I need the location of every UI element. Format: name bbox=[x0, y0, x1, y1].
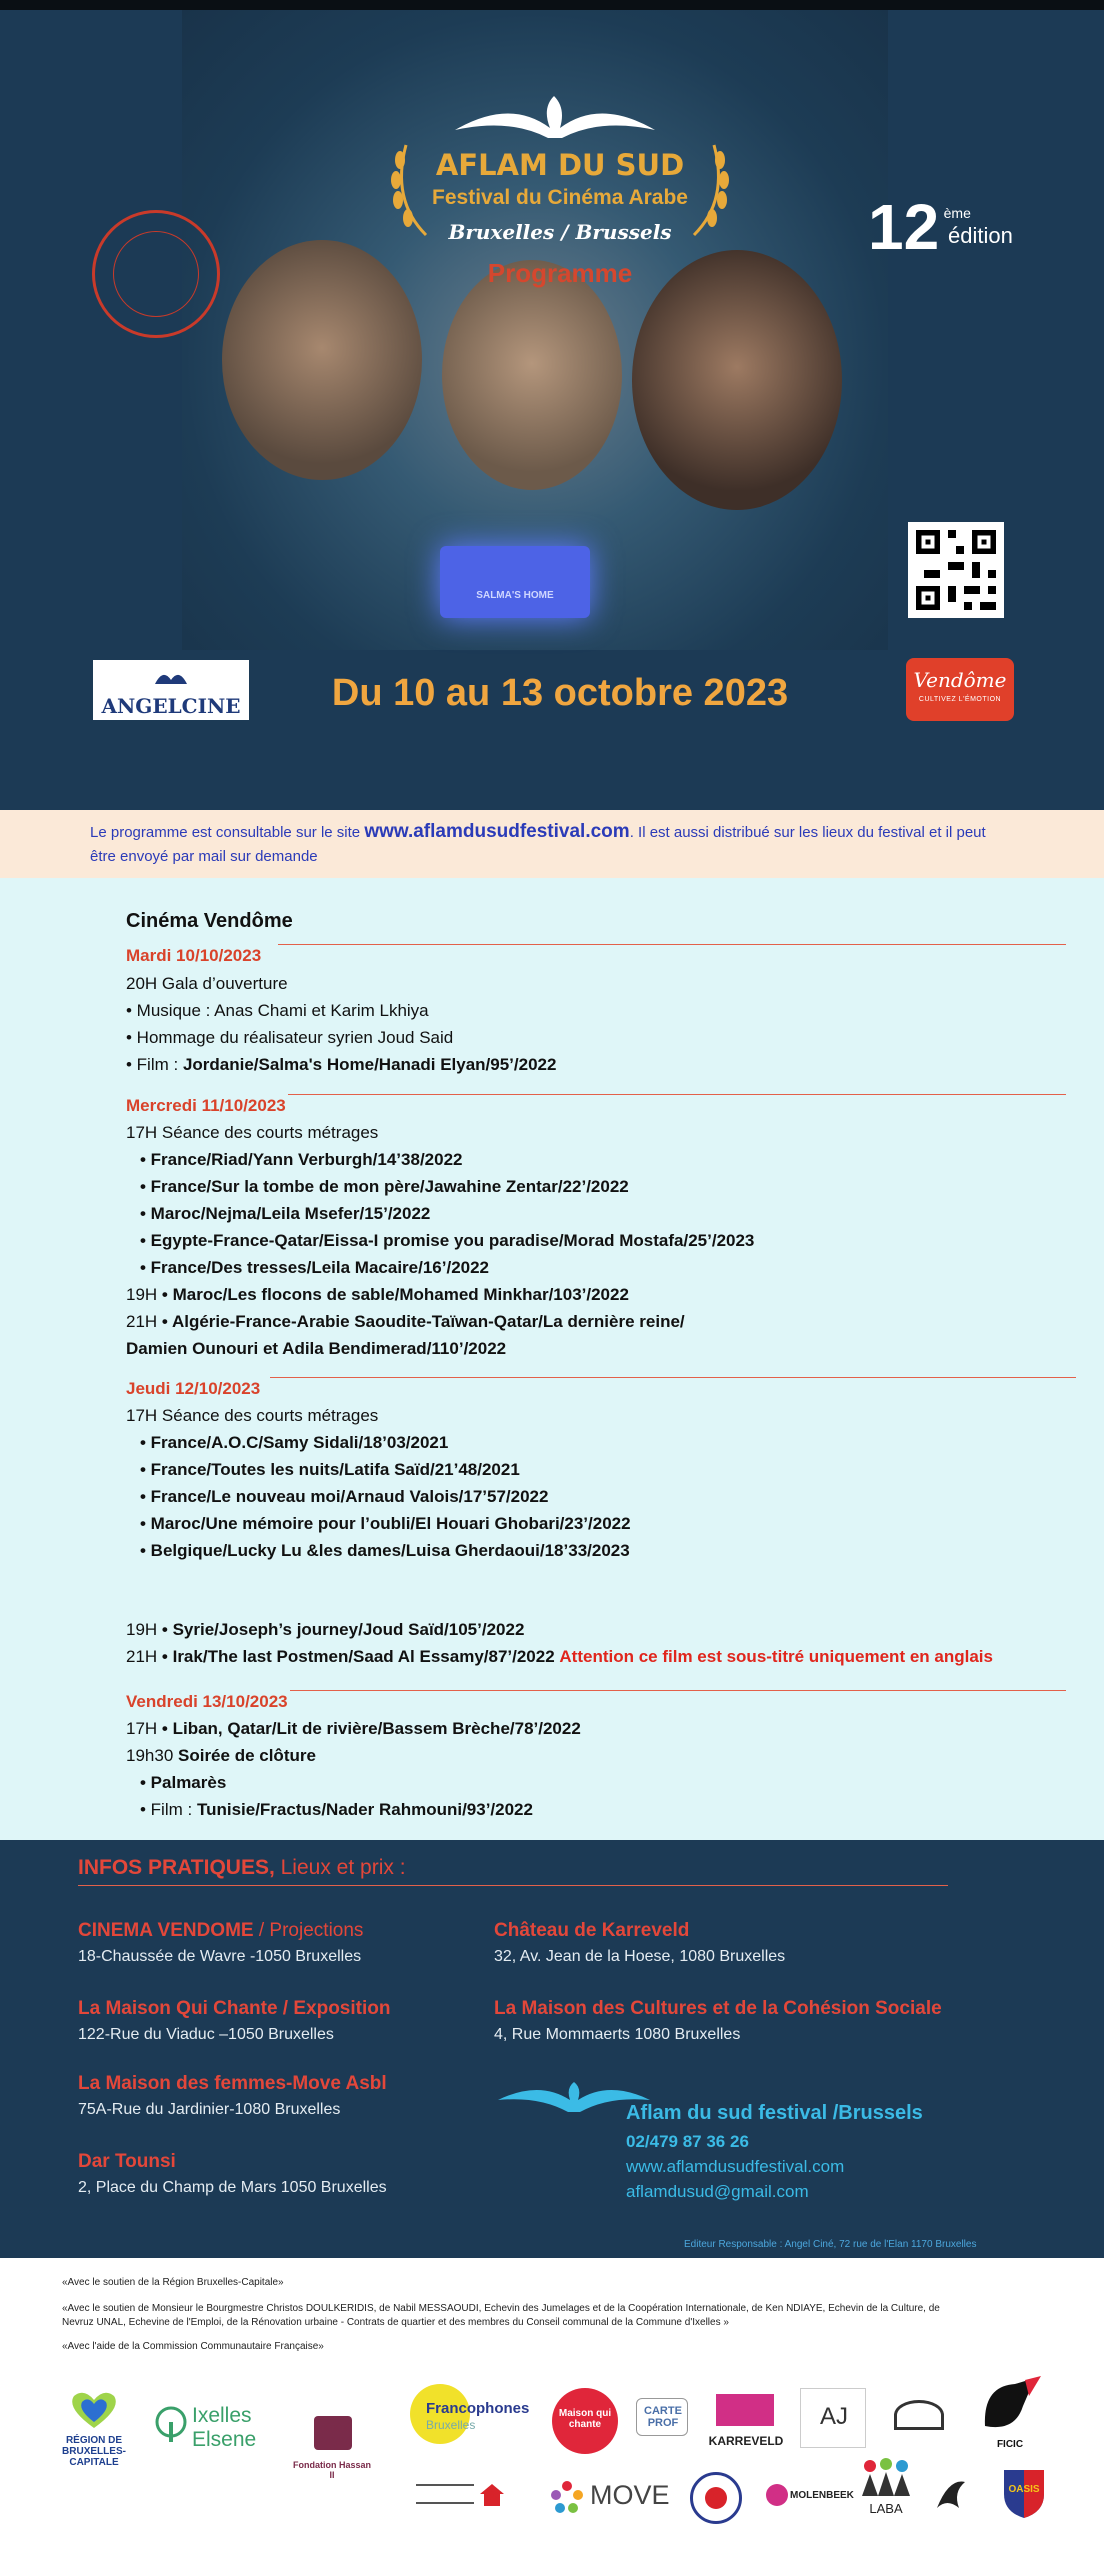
day-rule bbox=[270, 1377, 1076, 1378]
oasis-logo: OASIS bbox=[998, 2464, 1050, 2524]
website-link[interactable]: www.aflamdusudfestival.com bbox=[364, 821, 630, 842]
edition-sup: ème bbox=[943, 205, 971, 221]
schedule-line: 19H • Maroc/Les flocons de sable/Mohamed Minkhar/103’/2022 bbox=[126, 1285, 629, 1304]
fondation-hassan-logo: Fondation Hassan II bbox=[290, 2386, 374, 2486]
maison-qui-chante-logo: Maison qui chante bbox=[552, 2388, 618, 2454]
ixelles-logo: Ixelles Elsene bbox=[152, 2398, 272, 2458]
qr-code[interactable] bbox=[908, 522, 1004, 618]
edition-number: 12 bbox=[868, 191, 940, 263]
schedule-line: • Hommage du réalisateur syrien Joud Said bbox=[126, 1028, 454, 1047]
region-bruxelles-logo: RÉGION DE BRUXELLES-CAPITALE bbox=[46, 2388, 142, 2478]
francophones-logo: Francophones Bruxelles bbox=[404, 2378, 534, 2448]
venue-title: Cinéma Vendôme bbox=[126, 910, 293, 932]
film-title-label: SALMA'S HOME bbox=[476, 590, 554, 601]
programme-section bbox=[0, 878, 1104, 1840]
film-line: • France/Toutes les nuits/Latifa Saïd/21’48/2021 bbox=[140, 1460, 520, 1479]
day-rule bbox=[290, 1690, 1066, 1691]
calligraphy-icon bbox=[929, 2468, 973, 2518]
sponsors-section bbox=[0, 2258, 1104, 2560]
arabic-calligraphy-logo bbox=[926, 2468, 976, 2522]
arabic-seal-logo bbox=[92, 210, 220, 338]
tree-icon bbox=[154, 2406, 188, 2446]
editeur-responsable: Editeur Responsable : Angel Ciné, 72 rue de l'Elan 1170 Bruxelles bbox=[684, 2239, 977, 2250]
film-line: • France/A.O.C/Samy Sidali/18’03/2021 bbox=[140, 1433, 449, 1452]
arabic-assoc-logo bbox=[888, 2392, 952, 2442]
contact-website[interactable]: www.aflamdusudfestival.com bbox=[626, 2157, 845, 2176]
film-line: • France/Le nouveau moi/Arnaud Valois/17’57/2022 bbox=[140, 1487, 549, 1506]
film-line: • France/Riad/Yann Verburgh/14’38/2022 bbox=[140, 1150, 463, 1169]
laba-figures-icon bbox=[856, 2456, 916, 2498]
karreveld-logo: KARREVELD bbox=[706, 2380, 786, 2460]
festival-title: AFLAM DU SUD bbox=[435, 148, 685, 182]
aj-logo: AJ bbox=[800, 2388, 866, 2448]
schedule-line: 21H • Irak/The last Postmen/Saad Al Essamy/87’/2022 Attention ce film est sous-titré uniquement en anglais bbox=[126, 1647, 993, 1666]
film-line: • France/Des tresses/Leila Macaire/16’/2022 bbox=[140, 1258, 490, 1277]
venue-address: 4, Rue Mommaerts 1080 Bruxelles bbox=[494, 2026, 741, 2043]
festival-subtitle: Festival du Cinéma Arabe bbox=[432, 186, 688, 209]
circle-emblem-logo bbox=[690, 2472, 742, 2524]
infos-pratiques bbox=[0, 1840, 1104, 2258]
angelcine-logo: ANGELCINE bbox=[93, 660, 249, 720]
festival-city: Bruxelles / Brussels bbox=[448, 220, 672, 244]
vendome-logo: Vendôme CULTIVEZ L'ÉMOTION bbox=[906, 658, 1014, 721]
infos-heading: INFOS PRATIQUES, Lieux et prix : bbox=[78, 1856, 406, 1879]
banner-text: Le programme est consultable sur le site www.aflamdusudfestival.com. Il est aussi distribué sur les lieux du festival et il peut être envoyé par mail sur demande bbox=[90, 821, 986, 865]
film-line: • France/Sur la tombe de mon père/Jawahine Zentar/22’/2022 bbox=[140, 1177, 629, 1196]
sponsor-note: «Avec l'aide de la Commission Communautaire Française» bbox=[62, 2341, 324, 2352]
move-logo: MOVE bbox=[548, 2472, 670, 2522]
venue-name: CINEMA VENDOME / Projections bbox=[78, 1920, 364, 1941]
day-date: Mardi 10/10/2023 bbox=[126, 946, 262, 965]
contact-phone[interactable]: 02/479 87 36 26 bbox=[626, 2132, 749, 2151]
contact-title: Aflam du sud festival /Brussels bbox=[626, 2102, 923, 2124]
venue-address: 32, Av. Jean de la Hoese, 1080 Bruxelles bbox=[494, 1948, 786, 1965]
venue-address: 18-Chaussée de Wavre -1050 Bruxelles bbox=[78, 1948, 362, 1965]
festival-poster bbox=[0, 0, 1104, 810]
schedule-line: 17H Séance des courts métrages bbox=[126, 1123, 379, 1142]
laba-logo: LABA bbox=[852, 2456, 920, 2524]
film-line: • Belgique/Lucky Lu &les dames/Luisa Gherdaoui/18’33/2023 bbox=[140, 1541, 630, 1560]
subtitle-warning: Attention ce film est sous-titré uniquement en anglais bbox=[559, 1647, 993, 1666]
schedule-line: 21H • Algérie-France-Arabie Saoudite-Taïwan-Qatar/La dernière reine/ bbox=[126, 1312, 685, 1331]
ficic-mask-icon bbox=[975, 2376, 1045, 2436]
schedule-line: 17H Séance des courts métrages bbox=[126, 1406, 379, 1425]
schedule-line: • Musique : Anas Chami et Karim Lkhiya bbox=[126, 1001, 429, 1020]
day-date: Jeudi 12/10/2023 bbox=[126, 1379, 261, 1398]
venue-name: La Maison Qui Chante / Exposition bbox=[78, 1998, 391, 2019]
ficic-logo: FICIC bbox=[970, 2376, 1050, 2460]
film-line: • Maroc/Nejma/Leila Msefer/15’/2022 bbox=[140, 1204, 431, 1223]
venue-address: 75A-Rue du Jardinier-1080 Bruxelles bbox=[78, 2101, 341, 2118]
venue-name: La Maison des femmes-Move Asbl bbox=[78, 2073, 387, 2094]
move-star-icon bbox=[550, 2480, 584, 2514]
schedule-line: 17H • Liban, Qatar/Lit de rivière/Bassem Brèche/78’/2022 bbox=[126, 1719, 581, 1738]
film-line: • Egypte-France-Qatar/Eissa-I promise you paradise/Morad Mostafa/25’/2023 bbox=[140, 1231, 755, 1250]
schedule-line: • Film : Jordanie/Salma's Home/Hanadi Elyan/95’/2022 bbox=[126, 1055, 557, 1074]
schedule-line: 19H • Syrie/Joseph’s journey/Joud Saïd/105’/2022 bbox=[126, 1620, 525, 1639]
sponsor-note: «Avec le soutien de Monsieur le Bourgmestre Christos DOULKERIDIS, de Nabil MESSAOUDI, Echevin des Jumelages et de la Coopération Internationale, de Ken NDIAYE, Echevin de la Culture, de Nevruz UNAL, Echevine de l'Emploi, de la Rénovation urbaine - Contrats de quartier et des membres du Conseil communal de la Commune d'Ixelles » bbox=[62, 2303, 940, 2328]
schedule-line: • Palmarès bbox=[140, 1773, 227, 1792]
angelcine-wings-icon bbox=[153, 666, 189, 692]
venue-name: Château de Karreveld bbox=[494, 1920, 690, 1941]
carte-prof-logo: CARTE PROF bbox=[636, 2398, 688, 2436]
programme-label: Programme bbox=[487, 258, 633, 288]
woman-center-figure bbox=[442, 260, 622, 490]
schedule-line: Damien Ounouri et Adila Bendimerad/110’/2022 bbox=[126, 1339, 507, 1358]
maison-cultures-logo bbox=[416, 2466, 506, 2526]
contact-email[interactable]: aflamdusud@gmail.com bbox=[626, 2182, 809, 2201]
edition-word: édition bbox=[948, 223, 1013, 248]
woman-right-figure bbox=[632, 250, 842, 510]
infos-rule bbox=[78, 1885, 948, 1886]
venue-address: 122-Rue du Viaduc –1050 Bruxelles bbox=[78, 2026, 334, 2043]
festival-dates: Du 10 au 13 octobre 2023 bbox=[331, 672, 789, 714]
day-rule bbox=[288, 1094, 1066, 1095]
molenbeek-logo: MOLENBEEK bbox=[766, 2480, 846, 2520]
phone-glow bbox=[440, 546, 590, 618]
house-icon bbox=[478, 2482, 506, 2508]
info-banner bbox=[0, 810, 1104, 878]
schedule-line: • Film : Tunisie/Fractus/Nader Rahmouni/93’/2022 bbox=[140, 1800, 533, 1819]
schedule-line: 20H Gala d’ouverture bbox=[126, 974, 288, 993]
edition-badge bbox=[868, 191, 1013, 263]
venue-name: Dar Tounsi bbox=[78, 2151, 176, 2172]
day-date: Vendredi 13/10/2023 bbox=[126, 1692, 288, 1711]
film-line: • Maroc/Une mémoire pour l’oubli/El Houari Ghobari/23’/2022 bbox=[140, 1514, 631, 1533]
venue-address: 2, Place du Champ de Mars 1050 Bruxelles bbox=[78, 2179, 387, 2196]
venue-name: La Maison des Cultures et de la Cohésion Sociale bbox=[494, 1998, 942, 2019]
sponsor-note: «Avec le soutien de la Région Bruxelles-Capitale» bbox=[62, 2277, 284, 2288]
schedule-line: 19h30 Soirée de clôture bbox=[126, 1746, 316, 1765]
day-rule bbox=[278, 944, 1066, 945]
heart-iris-icon bbox=[64, 2388, 124, 2432]
day-date: Mercredi 11/10/2023 bbox=[126, 1096, 286, 1115]
top-bar bbox=[0, 0, 1104, 10]
qr-code-icon bbox=[908, 522, 1004, 618]
